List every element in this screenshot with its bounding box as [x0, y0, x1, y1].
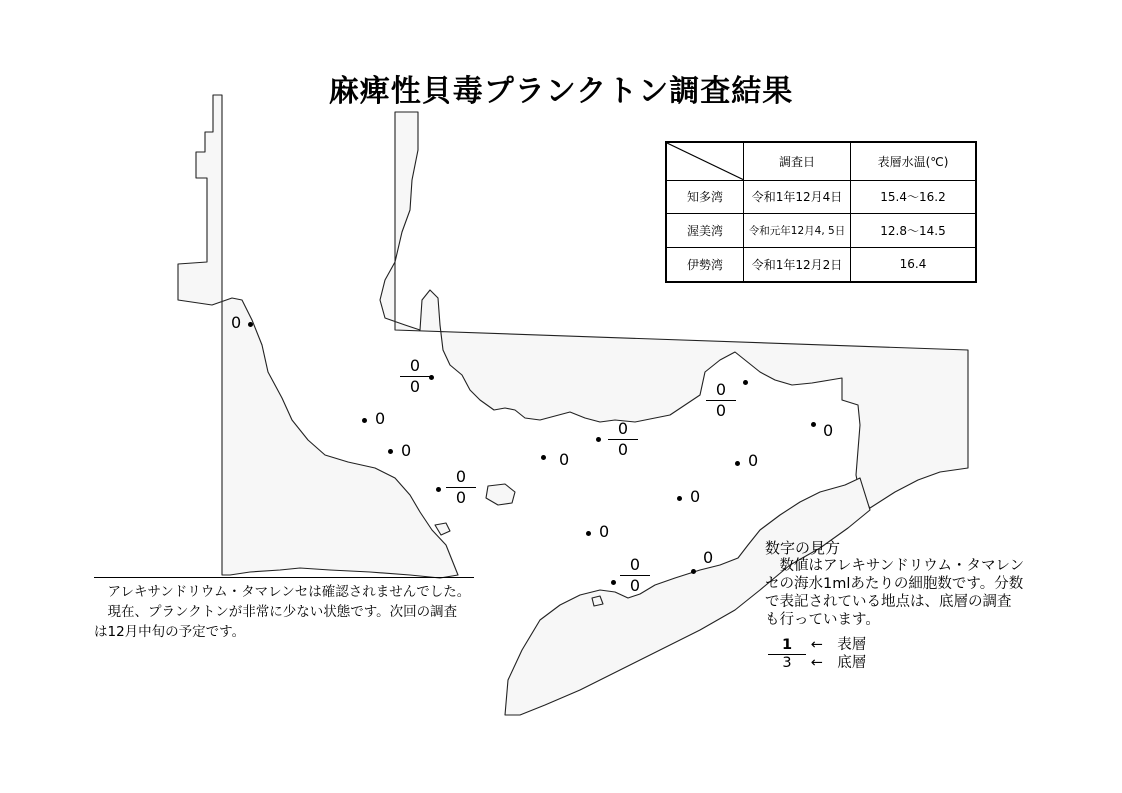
legend-top-label: 表層: [837, 637, 867, 653]
legend-key-surface-row: [768, 636, 866, 654]
table-cell-area: 渥美湾: [666, 214, 744, 248]
arrow-left-icon: ←: [810, 655, 823, 671]
station-fraction: [400, 357, 430, 396]
station-dot: [596, 437, 601, 442]
station-value: 0: [599, 522, 610, 541]
station-value: 0: [703, 548, 714, 567]
station-bottom-value: 0: [629, 576, 641, 595]
legend-body: 数値はアレキサンドリウム・タマレンセの海水1mlあたりの細胞数です。分数で表記されている地点は、底層の調査も行っています。: [765, 558, 1025, 628]
table-cell-temp: 12.8～14.5: [851, 214, 977, 248]
station-dot: [248, 322, 253, 327]
station-value: 0: [823, 421, 834, 440]
survey-table: [665, 141, 977, 283]
page-title: 麻痺性貝毒プランクトン調査結果: [328, 74, 794, 109]
table-cell-temp: 15.4～16.2: [851, 180, 977, 214]
station-dot: [586, 531, 591, 536]
station-dot: [362, 418, 367, 423]
island-1: [486, 484, 515, 505]
station-dot: [541, 455, 546, 460]
result-note: [94, 577, 474, 642]
station-value: 0: [231, 313, 242, 332]
station-dot: [611, 580, 616, 585]
station-bottom-value: 0: [617, 440, 629, 459]
station-fraction: [446, 468, 476, 507]
station-surface-value: 0: [608, 420, 638, 440]
station-surface-value: 0: [400, 357, 430, 377]
legend-key: [768, 636, 866, 672]
table-row: [666, 247, 976, 282]
legend-example-bottom: 3: [782, 655, 792, 671]
station-surface-value: 0: [706, 381, 736, 401]
station-value: 0: [559, 450, 570, 469]
station-fraction: [620, 556, 650, 595]
land-west-peninsula: [178, 95, 458, 578]
legend-explanation: [765, 539, 1025, 629]
table-header-date: 調査日: [744, 142, 851, 180]
legend-heading: 数字の見方: [765, 539, 841, 557]
table-row: [666, 180, 976, 214]
station-dot: [691, 569, 696, 574]
station-value: 0: [690, 487, 701, 506]
note-line: アレキサンドリウム・タマレンセは確認されませんでした。: [107, 584, 471, 600]
station-value: 0: [748, 451, 759, 470]
station-dot: [436, 487, 441, 492]
legend-key-bottom-row: [768, 654, 866, 672]
station-value: 0: [375, 409, 386, 428]
table-header-temp: 表層水温(℃): [851, 142, 977, 180]
station-fraction: [608, 420, 638, 459]
station-bottom-value: 0: [409, 377, 421, 396]
table-row: [666, 214, 976, 248]
table-cell-date: 令和1年12月2日: [744, 247, 851, 282]
station-surface-value: 0: [446, 468, 476, 488]
station-dot: [811, 422, 816, 427]
table-cell-date: 令和1年12月4日: [744, 180, 851, 214]
station-dot: [388, 449, 393, 454]
legend-example-top: 1: [768, 636, 806, 655]
table-cell-date: 令和元年12月4, 5日: [744, 214, 851, 248]
note-line: は12月中旬の予定です。: [94, 624, 246, 640]
table-cell-area: 伊勢湾: [666, 247, 744, 282]
table-cell-temp: 16.4: [851, 247, 977, 282]
island-2: [435, 523, 450, 535]
note-line: 現在、プランクトンが非常に少ない状態です。次回の調査: [107, 604, 458, 620]
station-dot: [735, 461, 740, 466]
station-fraction: [706, 381, 736, 420]
table-corner-cell: [666, 142, 744, 180]
legend-bottom-label: 底層: [837, 655, 867, 671]
table-cell-area: 知多湾: [666, 180, 744, 214]
station-surface-value: 0: [620, 556, 650, 576]
station-dot: [677, 496, 682, 501]
station-bottom-value: 0: [455, 488, 467, 507]
station-dot: [743, 380, 748, 385]
station-value: 0: [401, 441, 412, 460]
station-bottom-value: 0: [715, 401, 727, 420]
arrow-left-icon: ←: [810, 637, 823, 653]
